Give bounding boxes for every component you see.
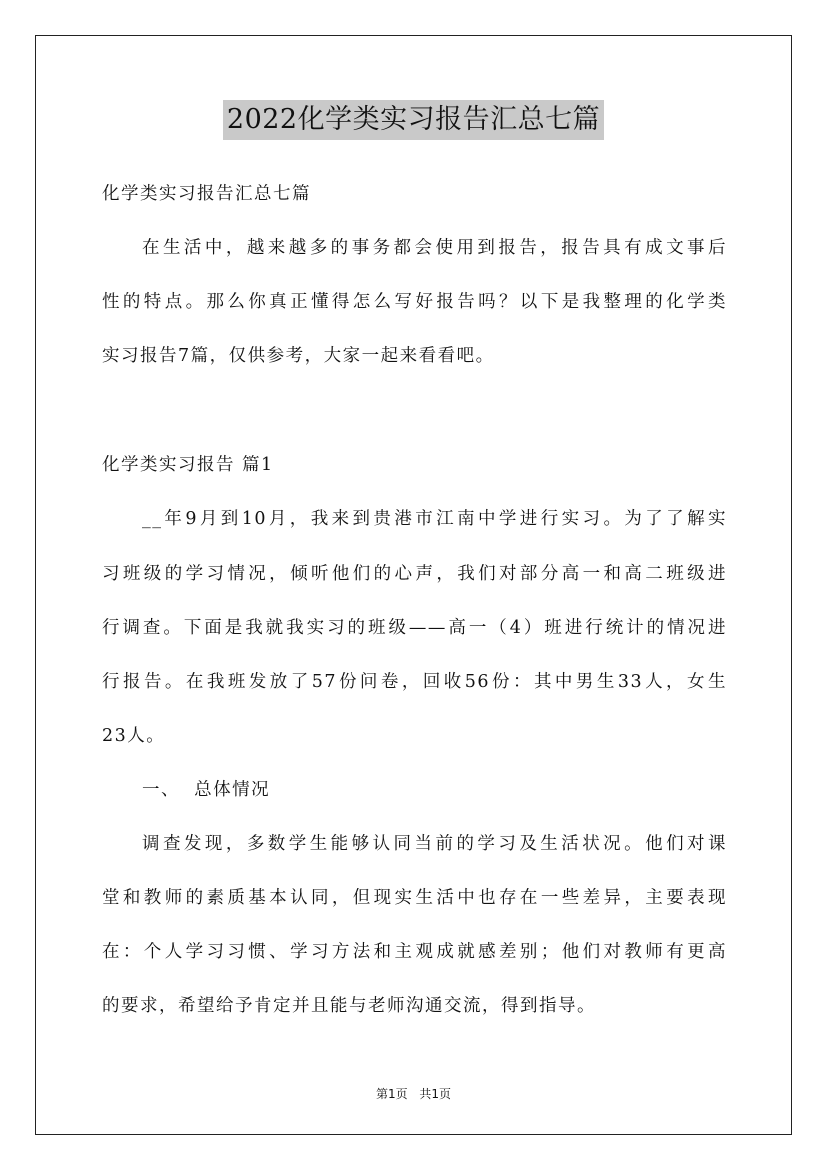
para1-line-2: 习班级的学习情况，倾听他们的心声，我们对部分高一和高二班级进 bbox=[102, 564, 727, 584]
sub-heading: 一、 总体情况 bbox=[142, 780, 271, 800]
page-footer bbox=[0, 1085, 827, 1102]
title-container bbox=[0, 100, 827, 140]
intro-line-1: 在生活中，越来越多的事务都会使用到报告，报告具有成文事后 bbox=[142, 238, 727, 258]
para1-line-3: 行调查。下面是我就我实习的班级——高一（4）班进行统计的情况进 bbox=[102, 618, 727, 638]
subtitle: 化学类实习报告汇总七篇 bbox=[102, 184, 311, 204]
section-heading: 化学类实习报告 篇1 bbox=[102, 455, 274, 475]
para1-line-1: __年9月到10月，我来到贵港市江南中学进行实习。为了了解实 bbox=[142, 509, 727, 529]
para1-line-5: 23人。 bbox=[102, 726, 166, 746]
para2-line-4: 的要求，希望给予肯定并且能与老师沟通交流，得到指导。 bbox=[102, 996, 596, 1016]
document-title: 2022化学类实习报告汇总七篇 bbox=[223, 100, 604, 140]
page-number: 第1页 bbox=[375, 1087, 408, 1101]
page-total: 共1页 bbox=[419, 1087, 452, 1101]
intro-line-3: 实习报告7篇，仅供参考，大家一起来看看吧。 bbox=[102, 346, 495, 366]
para2-line-2: 堂和教师的素质基本认同，但现实生活中也存在一些差异，主要表现 bbox=[102, 888, 727, 908]
para2-line-3: 在：个人学习习惯、学习方法和主观成就感差别；他们对教师有更高 bbox=[102, 942, 727, 962]
intro-line-2: 性的特点。那么你真正懂得怎么写好报告吗？以下是我整理的化学类 bbox=[102, 292, 727, 312]
para1-line-4: 行报告。在我班发放了57份问卷，回收56份：其中男生33人，女生 bbox=[102, 672, 727, 692]
para2-line-1: 调查发现，多数学生能够认同当前的学习及生活状况。他们对课 bbox=[142, 834, 727, 854]
